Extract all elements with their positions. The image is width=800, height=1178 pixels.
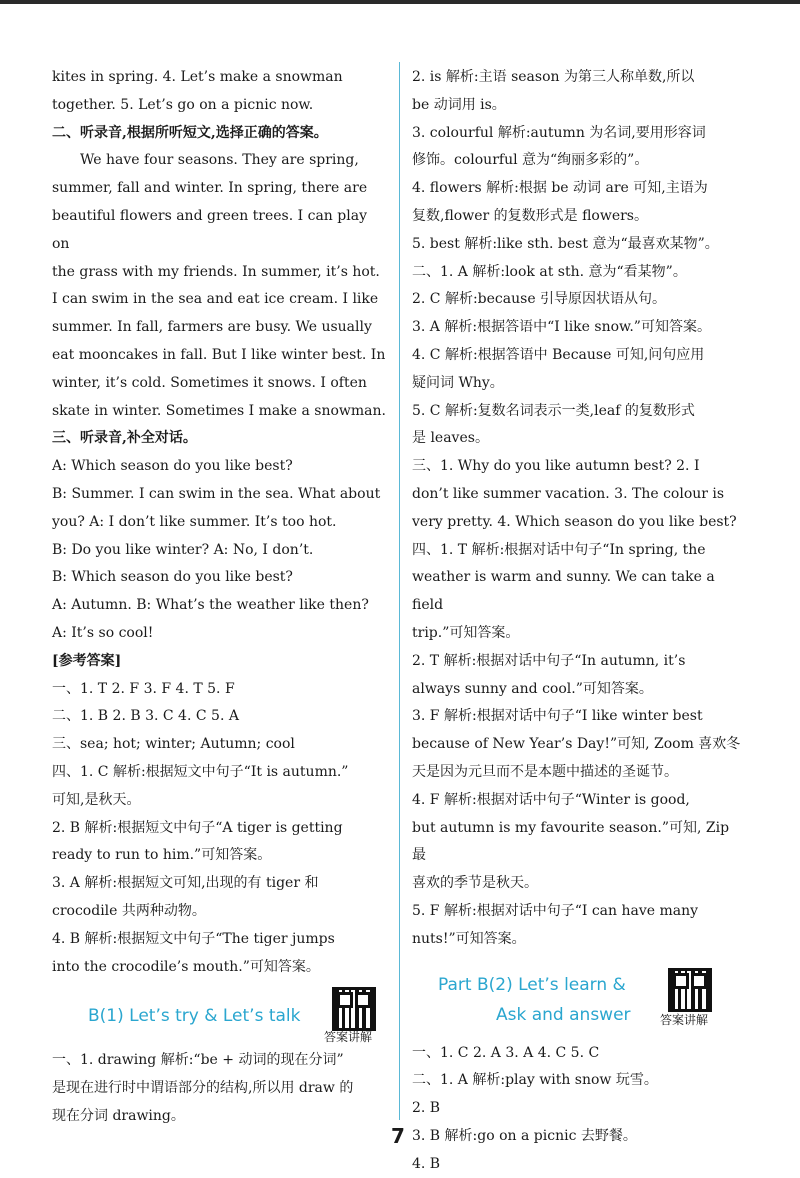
answer-key-heading: [参考答案] — [52, 652, 122, 669]
answer-line: 2. B 解析:根据短文中句子“A tiger is getting — [52, 819, 343, 836]
answer-line: 2. T 解析:根据对话中句子“In autumn, it’s — [412, 652, 686, 669]
answer-line: very pretty. 4. Which season do you like best? — [412, 513, 737, 530]
text-line: together. 5. Let’s go on a picnic now. — [52, 96, 314, 113]
answer-line: don’t like summer vacation. 3. The colour is — [412, 485, 725, 502]
qr-code-icon[interactable] — [332, 987, 376, 1031]
answer-line: 4. flowers 解析:根据 be 动词 are 可知,主语为 — [412, 180, 708, 197]
text-line: the grass with my friends. In summer, it’s hot. — [52, 263, 380, 280]
answer-line: 2. C 解析:because 引导原因状语从句。 — [412, 291, 667, 308]
answer-line: 3. A 解析:根据答语中“I like snow.”可知答案。 — [412, 319, 711, 336]
answer-line: but autumn is my favourite season.”可知, Zip 最 — [412, 819, 730, 864]
answer-line: 四、1. T 解析:根据对话中句子“In spring, the — [412, 541, 706, 558]
answer-line: always sunny and cool.”可知答案。 — [412, 680, 653, 697]
column-divider — [399, 62, 400, 1120]
answer-line: 四、1. C 解析:根据短文中句子“It is autumn.” — [52, 763, 349, 780]
answer-line: 三、sea; hot; winter; Autumn; cool — [52, 736, 295, 753]
qr-caption: 答案讲解 — [324, 1030, 373, 1045]
answer-line: 3. F 解析:根据对话中句子“I like winter best — [412, 708, 703, 725]
answer-line: 二、1. B 2. B 3. C 4. C 5. A — [52, 708, 239, 725]
answer-line: 3. A 解析:根据短文可知,出现的有 tiger 和 — [52, 875, 319, 892]
answer-line: 4. B — [412, 1155, 441, 1172]
dialogue-line: A: Which season do you like best? — [52, 458, 293, 475]
dialogue-line: B: Summer. I can swim in the sea. What about — [52, 485, 381, 502]
answer-line: 一、1. drawing 解析:“be + 动词的现在分词” — [52, 1052, 344, 1069]
text-line: kites in spring. 4. Let’s make a snowman — [52, 69, 343, 85]
section-b2-title-line1: Part B(2) Let’s learn & — [438, 974, 626, 995]
answer-line: 5. F 解析:根据对话中句子“I can have many — [412, 902, 699, 919]
answer-line: 天是因为元旦而不是本题中描述的圣诞节。 — [412, 763, 678, 780]
answer-line: 疑问词 Why。 — [412, 374, 504, 391]
answer-line: 可知,是秋天。 — [52, 791, 141, 808]
section-b1-header — [52, 989, 386, 1047]
answer-line: 3. B 解析:go on a picnic 去野餐。 — [412, 1127, 637, 1144]
answer-line: weather is warm and sunny. We can take a field — [412, 569, 715, 614]
answer-line: be 动词用 is。 — [412, 96, 506, 113]
dialogue-line: B: Do you like winter? A: No, I don’t. — [52, 541, 314, 558]
text-line: I can swim in the sea and eat ice cream. I like — [52, 291, 379, 308]
answer-line: 修饰。colourful 意为“绚丽多彩的”。 — [412, 152, 649, 169]
dialogue-line: you? A: I don’t like summer. It’s too hot. — [52, 513, 337, 530]
left-column — [52, 64, 386, 1131]
answer-line: 2. B — [412, 1100, 441, 1117]
answer-line: 一、1. C 2. A 3. A 4. C 5. C — [412, 1044, 600, 1061]
text-line: skate in winter. Sometimes I make a snowman. — [52, 402, 386, 419]
section-b2-header — [412, 962, 746, 1040]
answer-line: 现在分词 drawing。 — [52, 1107, 185, 1124]
text-line: eat mooncakes in fall. But I like winter best. In — [52, 346, 386, 363]
answer-line: 是现在进行时中谓语部分的结构,所以用 draw 的 — [52, 1080, 354, 1097]
answer-line: 4. C 解析:根据答语中 Because 可知,问句应用 — [412, 346, 705, 363]
text-line: summer, fall and winter. In spring, there are — [52, 180, 368, 197]
answer-line: 一、1. T 2. F 3. F 4. T 5. F — [52, 680, 235, 697]
answer-line: into the crocodile’s mouth.”可知答案。 — [52, 958, 320, 975]
right-column — [412, 64, 746, 1178]
answer-line: 喜欢的季节是秋天。 — [412, 875, 538, 892]
answer-line: 5. C 解析:复数名词表示一类,leaf 的复数形式 — [412, 402, 695, 419]
answer-line: trip.”可知答案。 — [412, 624, 520, 641]
answer-line: 4. B 解析:根据短文中句子“The tiger jumps — [52, 930, 335, 947]
text-line: beautiful flowers and green trees. I can play on — [52, 207, 367, 252]
text-line: We have four seasons. They are spring, — [80, 152, 359, 169]
page-number: 7 — [391, 1124, 405, 1148]
qr-code-icon[interactable] — [668, 968, 712, 1012]
answer-line: 三、1. Why do you like autumn best? 2. I — [412, 458, 700, 475]
qr-caption: 答案讲解 — [660, 1012, 709, 1027]
section-b2-title-line2: Ask and answer — [496, 1004, 631, 1025]
text-line: summer. In fall, farmers are busy. We usually — [52, 319, 372, 336]
section-heading: 三、听录音,补全对话。 — [52, 430, 197, 447]
answer-line: 复数,flower 的复数形式是 flowers。 — [412, 207, 648, 224]
answer-line: 4. F 解析:根据对话中句子“Winter is good, — [412, 791, 690, 808]
answer-line: because of New Year’s Day!”可知, Zoom 喜欢冬 — [412, 736, 741, 753]
section-b1-title: B(1) Let’s try & Let’s talk — [88, 1006, 301, 1027]
answer-line: ready to run to him.”可知答案。 — [52, 847, 272, 864]
answer-line: 5. best 解析:like sth. best 意为“最喜欢某物”。 — [412, 235, 719, 252]
top-border — [0, 0, 800, 4]
dialogue-line: A: It’s so cool! — [52, 624, 154, 641]
dialogue-line: B: Which season do you like best? — [52, 569, 293, 586]
answer-line: 2. is 解析:主语 season 为第三人称单数,所以 — [412, 69, 695, 85]
answer-line: nuts!”可知答案。 — [412, 930, 526, 947]
answer-line: 二、1. A 解析:look at sth. 意为“看某物”。 — [412, 263, 687, 280]
answer-line: crocodile 共两种动物。 — [52, 902, 206, 919]
answer-line: 二、1. A 解析:play with snow 玩雪。 — [412, 1072, 658, 1089]
text-line: winter, it’s cold. Sometimes it snows. I often — [52, 374, 367, 391]
answer-line: 是 leaves。 — [412, 430, 489, 447]
answer-line: 3. colourful 解析:autumn 为名词,要用形容词 — [412, 124, 706, 141]
section-heading: 二、听录音,根据所听短文,选择正确的答案。 — [52, 124, 328, 141]
dialogue-line: A: Autumn. B: What’s the weather like then? — [52, 597, 369, 614]
